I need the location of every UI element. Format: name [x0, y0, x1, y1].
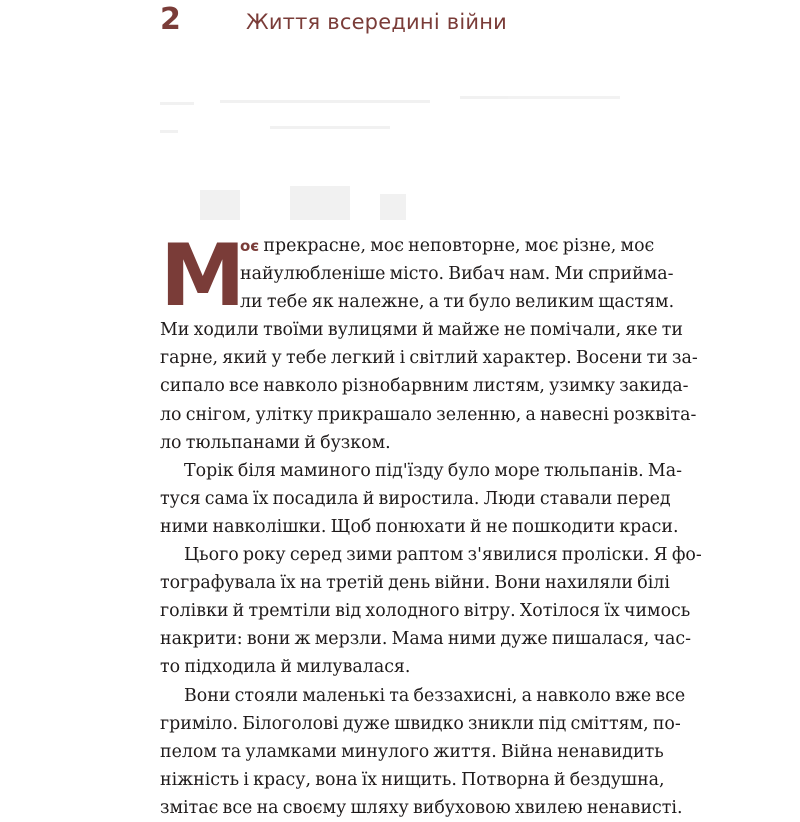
text-line: голівки й тремтіли від холодного вітру. Хотілося їх чимось — [160, 601, 691, 622]
text-line: то підходила й милувалася. — [160, 657, 411, 678]
chapter-number: 2 — [160, 2, 181, 37]
drop-cap: М — [160, 226, 243, 326]
text-line: ло тюльпанами й бузком. — [160, 432, 391, 453]
text-line: гарне, який у тебе легкий і світлий характер. Восени ти за- — [160, 348, 698, 369]
text-line: туся сама їх посадила й виростила. Люди ставали перед — [160, 488, 671, 509]
text-line: Ми ходили твоїми вулицями й майже не помічали, яке ти — [160, 320, 683, 341]
text-line: оє прекрасне, моє неповторне, моє різне, моє — [240, 236, 655, 256]
text-line: гриміло. Білоголові дуже швидко зникли під сміттям, по- — [160, 713, 681, 734]
dropcap-tail: оє — [240, 237, 260, 255]
text-line: змітає все на своєму шляху вибуховою хвилею ненависті. — [160, 797, 683, 818]
text-line: Вони стояли маленькі та беззахисні, а навколо вже все — [184, 685, 686, 706]
text-line: сипало все навколо різнобарвним листям, узимку закида- — [160, 376, 689, 397]
paragraph-2 — [160, 457, 682, 541]
text-line: накрити: вони ж мерзли. Мама ними дуже пишалася, час- — [160, 629, 691, 650]
text-line: ними навколішки. Щоб понюхати й не пошкодити краси. — [160, 516, 679, 537]
text-line: Торік біля маминого під'їзду було море тюльпанів. Ма- — [184, 460, 682, 481]
paragraph-4 — [160, 682, 686, 822]
faint-watermark-shapes — [160, 90, 640, 230]
text-line: ніжність і красу, вона їх нищить. Потворна й бездушна, — [160, 769, 665, 790]
chapter-title: Життя всередині війни — [246, 10, 507, 34]
text-line: ли тебе як належне, а ти було великим щастям. — [240, 292, 675, 313]
chapter-header — [160, 2, 507, 42]
text-line: тографувала їх на третій день війни. Вони нахиляли білі — [160, 573, 670, 594]
body-text — [160, 226, 702, 822]
paragraph-3 — [160, 541, 702, 681]
text-line: найулюбленіше місто. Вибач нам. Ми сприйма- — [240, 264, 674, 285]
text-line: ло снігом, улітку прикрашало зеленню, а навесні розквіта- — [160, 404, 697, 425]
text-line: Цього року серед зими раптом з'явилися проліски. Я фо- — [184, 545, 702, 566]
text-line: пелом та уламками минулого життя. Війна ненавидить — [160, 741, 664, 762]
